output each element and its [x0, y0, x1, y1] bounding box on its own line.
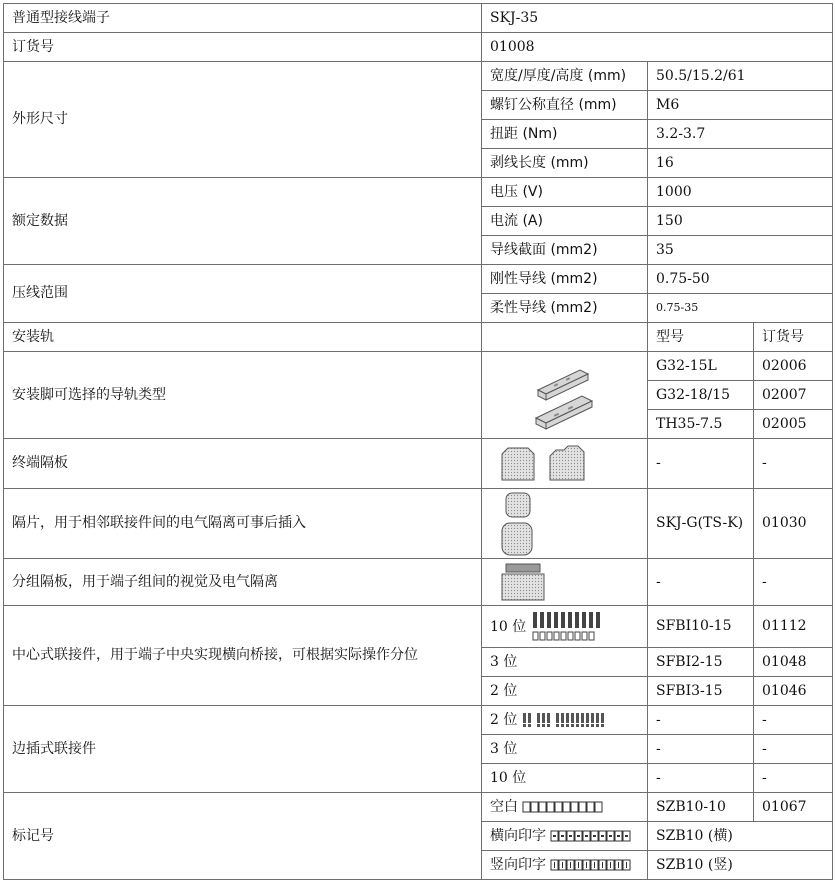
- rail-model: G32-18/15: [648, 381, 754, 410]
- rated-label: 额定数据: [4, 178, 482, 265]
- spec-table: [3, 3, 833, 880]
- marker-blank-icon: [522, 800, 604, 814]
- rail-types-label: 安装脚可选择的导轨类型: [4, 352, 482, 439]
- rated-name: 电压 (V): [482, 178, 648, 207]
- row-marker-1: [4, 793, 833, 822]
- marker-model: SZB10 (横): [648, 822, 833, 851]
- side-link-pos: 10 位: [482, 764, 648, 793]
- end-plate-order: -: [754, 439, 833, 489]
- rail-model: TH35-7.5: [648, 410, 754, 439]
- clamp-value: 0.75-35: [648, 294, 833, 323]
- row-end-plate: [4, 439, 833, 489]
- row-clamp-1: [4, 265, 833, 294]
- row-product: [4, 4, 833, 33]
- end-plate-image: [482, 439, 648, 489]
- end-plate-model: -: [648, 439, 754, 489]
- marker-name: 空白: [490, 798, 518, 815]
- rated-name: 导线截面 (mm2): [482, 236, 648, 265]
- rail-empty-cell: [482, 323, 648, 352]
- separator-image: [482, 489, 648, 559]
- end-plate-icon: [498, 444, 588, 484]
- side-link-pos: 2 位: [490, 712, 518, 728]
- side-link-order: -: [754, 735, 833, 764]
- dim-value: 16: [648, 149, 833, 178]
- dim-name: 扭距 (Nm): [482, 120, 648, 149]
- marker-name-cell: [482, 793, 648, 822]
- end-plate-label: 终端隔板: [4, 439, 482, 489]
- col-model-header: 型号: [648, 323, 754, 352]
- rail-order: 02006: [754, 352, 833, 381]
- separator-order: 01030: [754, 489, 833, 559]
- rated-value: 35: [648, 236, 833, 265]
- marker-name: 竖向印字: [490, 856, 546, 873]
- rated-value: 1000: [648, 178, 833, 207]
- marker-model: SZB10-10: [648, 793, 754, 822]
- center-link-pos: 2 位: [482, 677, 648, 706]
- row-group-plate: [4, 559, 833, 606]
- row-center-1: [4, 606, 833, 648]
- side-link-pos-cell: [482, 706, 648, 735]
- side-link-order: -: [754, 706, 833, 735]
- rated-value: 150: [648, 207, 833, 236]
- group-plate-icon: [498, 562, 548, 602]
- rated-name: 电流 (A): [482, 207, 648, 236]
- row-rated-1: [4, 178, 833, 207]
- center-link-model: SFBI10-15: [648, 606, 754, 648]
- separator-model: SKJ-G(TS-K): [648, 489, 754, 559]
- dim-name: 宽度/厚度/高度 (mm): [482, 62, 648, 91]
- center-link-model: SFBI2-15: [648, 648, 754, 677]
- separator-label: 隔片，用于相邻联接件间的电气隔离可事后插入: [4, 489, 482, 559]
- rail-order: 02007: [754, 381, 833, 410]
- side-link-model: -: [648, 764, 754, 793]
- dim-name: 剥线长度 (mm): [482, 149, 648, 178]
- clamp-name: 柔性导线 (mm2): [482, 294, 648, 323]
- center-link-label: 中心式联接件，用于端子中央实现横向桥接，可根据实际操作分位: [4, 606, 482, 706]
- side-link-label: 边插式联接件: [4, 706, 482, 793]
- center-link-pos-cell: [482, 606, 648, 648]
- group-plate-order: -: [754, 559, 833, 606]
- marker-name-cell: [482, 851, 648, 880]
- row-railtype-1: [4, 352, 833, 381]
- dim-value: 3.2-3.7: [648, 120, 833, 149]
- rail-model: G32-15L: [648, 352, 754, 381]
- side-link-model: -: [648, 735, 754, 764]
- center-link-pos: 10 位: [490, 618, 527, 635]
- product-value: SKJ-35: [482, 4, 833, 33]
- marker-name: 横向印字: [490, 827, 546, 844]
- product-label: 普通型接线端子: [4, 4, 482, 33]
- row-separator: [4, 489, 833, 559]
- rail-label: 安装轨: [4, 323, 482, 352]
- dim-value: M6: [648, 91, 833, 120]
- marker-order: 01067: [754, 793, 833, 822]
- marker-model: SZB10 (竖): [648, 851, 833, 880]
- center-link-icon: [531, 611, 603, 643]
- clamp-value: 0.75-50: [648, 265, 833, 294]
- row-order: [4, 33, 833, 62]
- din-rail-image: [482, 352, 648, 439]
- side-link-model: -: [648, 706, 754, 735]
- marker-horizontal-icon: [550, 830, 632, 842]
- order-label: 订货号: [4, 33, 482, 62]
- marker-label: 标记号: [4, 793, 482, 880]
- din-rail-icon: [530, 360, 600, 430]
- group-plate-model: -: [648, 559, 754, 606]
- center-link-pos: 3 位: [482, 648, 648, 677]
- row-side-1: [4, 706, 833, 735]
- side-link-pos: 3 位: [482, 735, 648, 764]
- dimensions-label: 外形尺寸: [4, 62, 482, 178]
- center-link-order: 01048: [754, 648, 833, 677]
- group-plate-image: [482, 559, 648, 606]
- col-order-header: 订货号: [754, 323, 833, 352]
- side-link-order: -: [754, 764, 833, 793]
- clamp-label: 压线范围: [4, 265, 482, 323]
- dim-value: 50.5/15.2/61: [648, 62, 833, 91]
- row-dim-1: [4, 62, 833, 91]
- order-value: 01008: [482, 33, 833, 62]
- dim-name: 螺钉公称直径 (mm): [482, 91, 648, 120]
- marker-vertical-icon: [550, 859, 632, 871]
- separator-icon: [498, 491, 538, 557]
- group-plate-label: 分组隔板，用于端子组间的视觉及电气隔离: [4, 559, 482, 606]
- center-link-order: 01046: [754, 677, 833, 706]
- side-link-icon: [522, 711, 610, 729]
- row-rail-header: [4, 323, 833, 352]
- center-link-order: 01112: [754, 606, 833, 648]
- marker-name-cell: [482, 822, 648, 851]
- rail-order: 02005: [754, 410, 833, 439]
- clamp-name: 刚性导线 (mm2): [482, 265, 648, 294]
- center-link-model: SFBI3-15: [648, 677, 754, 706]
